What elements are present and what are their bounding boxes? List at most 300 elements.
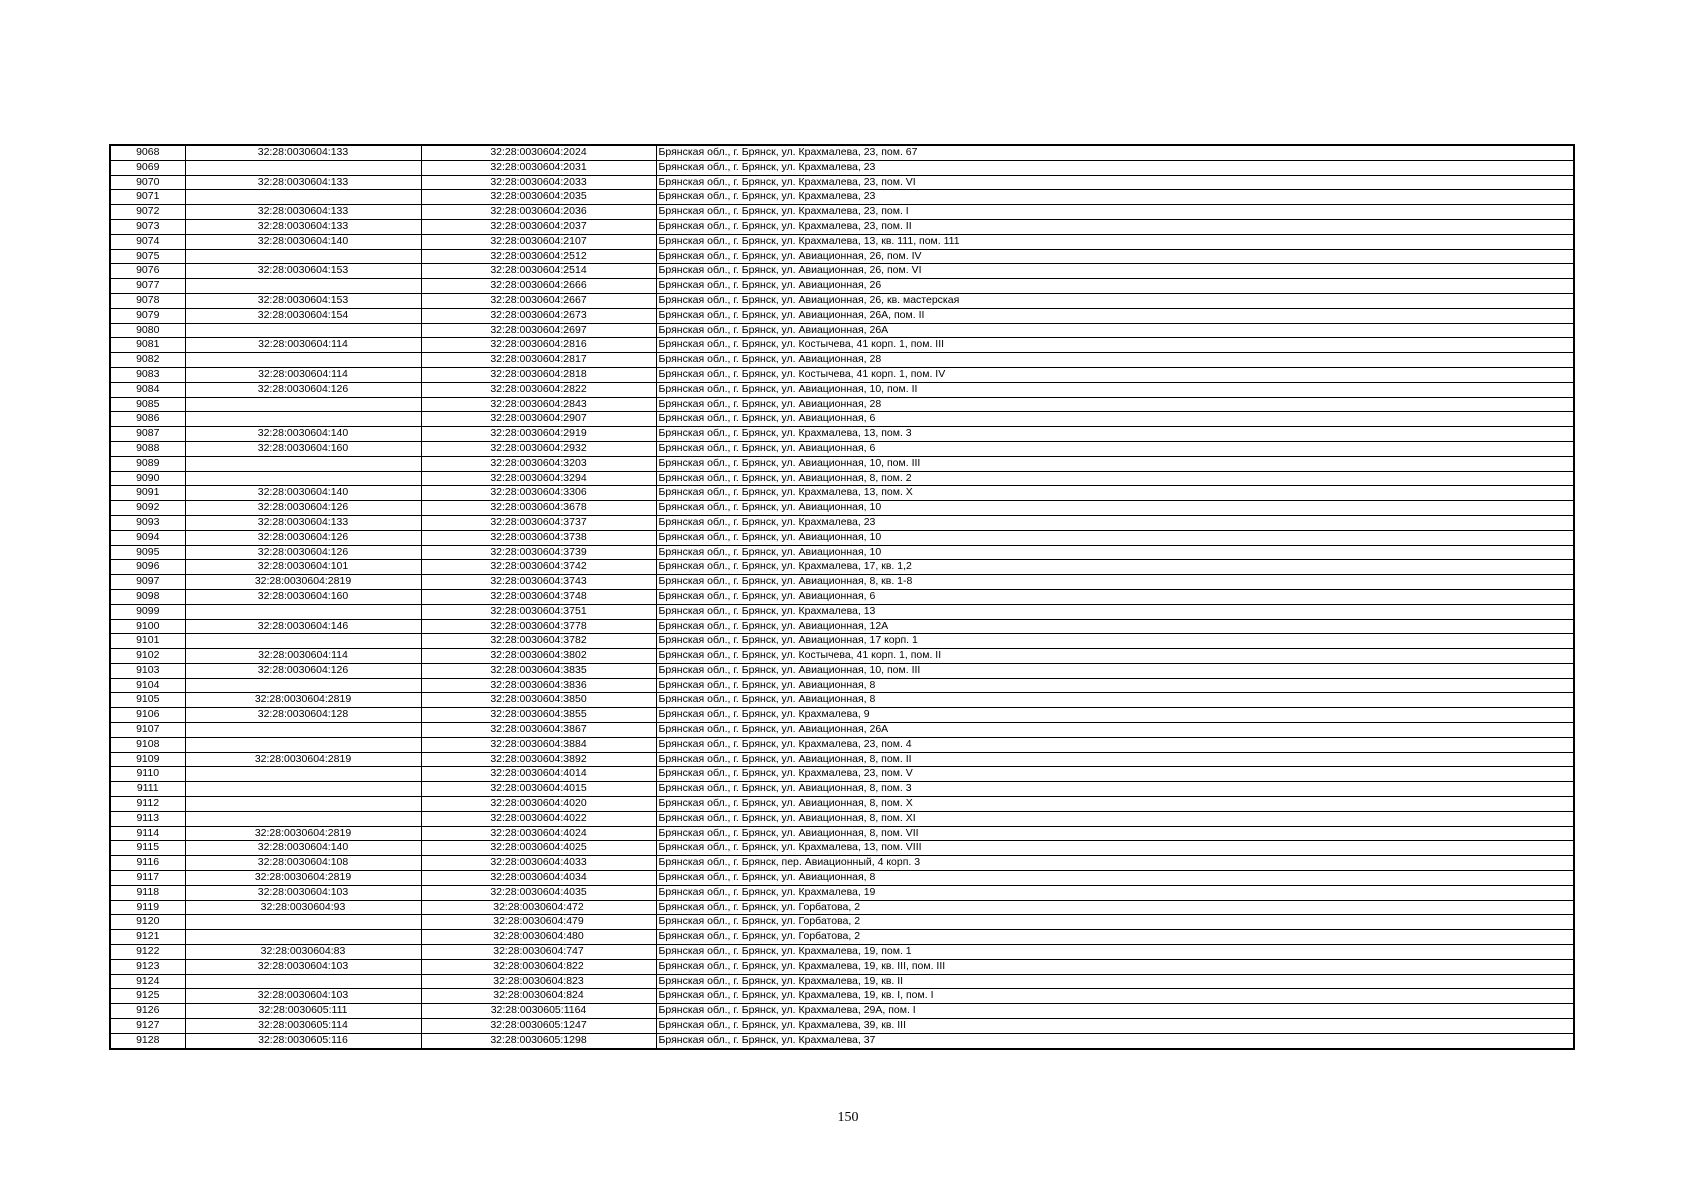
row-number-cell: 9128: [110, 1033, 185, 1048]
row-number-cell: 9127: [110, 1019, 185, 1034]
row-number-cell: 9117: [110, 871, 185, 886]
row-number-cell: 9072: [110, 205, 185, 220]
property-registry-table: [109, 144, 1575, 1050]
table-row: [110, 145, 1574, 160]
cadastral-number-cell: 32:28:0030604:4024: [421, 826, 656, 841]
parent-cadastral-number-cell: 32:28:0030604:2819: [185, 752, 421, 767]
row-number-cell: 9111: [110, 782, 185, 797]
parent-cadastral-number-cell: [185, 678, 421, 693]
table-row: [110, 412, 1574, 427]
parent-cadastral-number-cell: [185, 811, 421, 826]
address-cell: Брянская обл., г. Брянск, ул. Авиационная, 8: [656, 693, 1574, 708]
row-number-cell: 9125: [110, 989, 185, 1004]
address-cell: Брянская обл., г. Брянск, ул. Авиационная, 26, кв. мастерская: [656, 293, 1574, 308]
table-row: [110, 486, 1574, 501]
row-number-cell: 9076: [110, 264, 185, 279]
parent-cadastral-number-cell: [185, 930, 421, 945]
address-cell: Брянская обл., г. Брянск, ул. Крахмалева, 23, пом. I: [656, 205, 1574, 220]
parent-cadastral-number-cell: [185, 974, 421, 989]
row-number-cell: 9080: [110, 323, 185, 338]
table-row: [110, 678, 1574, 693]
parent-cadastral-number-cell: 32:28:0030605:111: [185, 1004, 421, 1019]
cadastral-number-cell: 32:28:0030604:479: [421, 915, 656, 930]
parent-cadastral-number-cell: 32:28:0030604:93: [185, 900, 421, 915]
cadastral-number-cell: 32:28:0030604:2107: [421, 234, 656, 249]
parent-cadastral-number-cell: 32:28:0030604:133: [185, 145, 421, 160]
parent-cadastral-number-cell: 32:28:0030604:126: [185, 530, 421, 545]
row-number-cell: 9086: [110, 412, 185, 427]
table-row: [110, 811, 1574, 826]
cadastral-number-cell: 32:28:0030604:3802: [421, 649, 656, 664]
table-row: [110, 293, 1574, 308]
cadastral-number-cell: 32:28:0030604:2512: [421, 249, 656, 264]
row-number-cell: 9126: [110, 1004, 185, 1019]
address-cell: Брянская обл., г. Брянск, ул. Авиационная, 17 корп. 1: [656, 634, 1574, 649]
table-row: [110, 885, 1574, 900]
address-cell: Брянская обл., г. Брянск, ул. Крахмалева, 29А, пом. I: [656, 1004, 1574, 1019]
cadastral-number-cell: 32:28:0030604:2932: [421, 441, 656, 456]
table-row: [110, 767, 1574, 782]
table-row: [110, 663, 1574, 678]
parent-cadastral-number-cell: [185, 797, 421, 812]
cadastral-number-cell: 32:28:0030604:824: [421, 989, 656, 1004]
address-cell: Брянская обл., г. Брянск, ул. Костычева, 41 корп. 1, пом. III: [656, 338, 1574, 353]
parent-cadastral-number-cell: 32:28:0030604:2819: [185, 826, 421, 841]
cadastral-number-cell: 32:28:0030604:3850: [421, 693, 656, 708]
parent-cadastral-number-cell: 32:28:0030604:133: [185, 205, 421, 220]
address-cell: Брянская обл., г. Брянск, ул. Авиационная, 8, пом. X: [656, 797, 1574, 812]
parent-cadastral-number-cell: [185, 279, 421, 294]
address-cell: Брянская обл., г. Брянск, ул. Крахмалева, 23, пом. VI: [656, 175, 1574, 190]
row-number-cell: 9099: [110, 604, 185, 619]
cadastral-number-cell: 32:28:0030604:2907: [421, 412, 656, 427]
table-row: [110, 723, 1574, 738]
row-number-cell: 9123: [110, 959, 185, 974]
parent-cadastral-number-cell: 32:28:0030604:114: [185, 649, 421, 664]
cadastral-number-cell: 32:28:0030604:472: [421, 900, 656, 915]
address-cell: Брянская обл., г. Брянск, ул. Авиационная, 26, пом. IV: [656, 249, 1574, 264]
cadastral-number-cell: 32:28:0030604:2818: [421, 367, 656, 382]
table-row: [110, 338, 1574, 353]
row-number-cell: 9120: [110, 915, 185, 930]
address-cell: Брянская обл., г. Брянск, пер. Авиационный, 4 корп. 3: [656, 856, 1574, 871]
row-number-cell: 9115: [110, 841, 185, 856]
address-cell: Брянская обл., г. Брянск, ул. Крахмалева, 23, пом. V: [656, 767, 1574, 782]
parent-cadastral-number-cell: 32:28:0030604:2819: [185, 871, 421, 886]
address-cell: Брянская обл., г. Брянск, ул. Авиационная, 8, пом. XI: [656, 811, 1574, 826]
parent-cadastral-number-cell: 32:28:0030604:126: [185, 545, 421, 560]
parent-cadastral-number-cell: [185, 249, 421, 264]
cadastral-number-cell: 32:28:0030604:3836: [421, 678, 656, 693]
parent-cadastral-number-cell: 32:28:0030604:103: [185, 885, 421, 900]
table-row: [110, 619, 1574, 634]
address-cell: Брянская обл., г. Брянск, ул. Крахмалева, 13: [656, 604, 1574, 619]
table-row: [110, 1033, 1574, 1048]
row-number-cell: 9110: [110, 767, 185, 782]
parent-cadastral-number-cell: 32:28:0030604:2819: [185, 575, 421, 590]
cadastral-number-cell: 32:28:0030604:3738: [421, 530, 656, 545]
address-cell: Брянская обл., г. Брянск, ул. Авиационная, 8, пом. 2: [656, 471, 1574, 486]
row-number-cell: 9068: [110, 145, 185, 160]
cadastral-number-cell: 32:28:0030604:3306: [421, 486, 656, 501]
cadastral-number-cell: 32:28:0030604:2031: [421, 160, 656, 175]
address-cell: Брянская обл., г. Брянск, ул. Авиационная, 10, пом. III: [656, 663, 1574, 678]
address-cell: Брянская обл., г. Брянск, ул. Крахмалева, 13, пом. VIII: [656, 841, 1574, 856]
row-number-cell: 9121: [110, 930, 185, 945]
address-cell: Брянская обл., г. Брянск, ул. Крахмалева, 17, кв. 1,2: [656, 560, 1574, 575]
parent-cadastral-number-cell: 32:28:0030604:140: [185, 234, 421, 249]
table-row: [110, 826, 1574, 841]
cadastral-number-cell: 32:28:0030604:3892: [421, 752, 656, 767]
cadastral-number-cell: 32:28:0030604:822: [421, 959, 656, 974]
table-row: [110, 649, 1574, 664]
table-row: [110, 1019, 1574, 1034]
cadastral-number-cell: 32:28:0030604:2673: [421, 308, 656, 323]
cadastral-number-cell: 32:28:0030604:2033: [421, 175, 656, 190]
address-cell: Брянская обл., г. Брянск, ул. Крахмалева, 9: [656, 708, 1574, 723]
table-row: [110, 856, 1574, 871]
row-number-cell: 9122: [110, 945, 185, 960]
table-row: [110, 604, 1574, 619]
table-row: [110, 560, 1574, 575]
table-row: [110, 900, 1574, 915]
row-number-cell: 9101: [110, 634, 185, 649]
cadastral-number-cell: 32:28:0030604:4033: [421, 856, 656, 871]
table-row: [110, 545, 1574, 560]
table-row: [110, 441, 1574, 456]
row-number-cell: 9119: [110, 900, 185, 915]
address-cell: Брянская обл., г. Брянск, ул. Авиационная, 26: [656, 279, 1574, 294]
row-number-cell: 9092: [110, 501, 185, 516]
row-number-cell: 9079: [110, 308, 185, 323]
address-cell: Брянская обл., г. Брянск, ул. Крахмалева, 23: [656, 515, 1574, 530]
cadastral-number-cell: 32:28:0030604:2035: [421, 190, 656, 205]
row-number-cell: 9095: [110, 545, 185, 560]
address-cell: Брянская обл., г. Брянск, ул. Авиационная, 8: [656, 871, 1574, 886]
cadastral-number-cell: 32:28:0030604:3743: [421, 575, 656, 590]
address-cell: Брянская обл., г. Брянск, ул. Авиационная, 8, пом. VII: [656, 826, 1574, 841]
table-row: [110, 782, 1574, 797]
parent-cadastral-number-cell: 32:28:0030604:133: [185, 219, 421, 234]
row-number-cell: 9073: [110, 219, 185, 234]
table-row: [110, 219, 1574, 234]
address-cell: Брянская обл., г. Брянск, ул. Крахмалева, 19: [656, 885, 1574, 900]
address-cell: Брянская обл., г. Брянск, ул. Авиационная, 26, пом. VI: [656, 264, 1574, 279]
table-row: [110, 797, 1574, 812]
parent-cadastral-number-cell: [185, 412, 421, 427]
parent-cadastral-number-cell: 32:28:0030604:146: [185, 619, 421, 634]
parent-cadastral-number-cell: [185, 915, 421, 930]
parent-cadastral-number-cell: 32:28:0030604:160: [185, 589, 421, 604]
row-number-cell: 9098: [110, 589, 185, 604]
cadastral-number-cell: 32:28:0030604:2024: [421, 145, 656, 160]
page-number: 150: [837, 1110, 859, 1125]
address-cell: Брянская обл., г. Брянск, ул. Горбатова, 2: [656, 915, 1574, 930]
row-number-cell: 9093: [110, 515, 185, 530]
address-cell: Брянская обл., г. Брянск, ул. Авиационная, 8: [656, 678, 1574, 693]
address-cell: Брянская обл., г. Брянск, ул. Авиационная, 12А: [656, 619, 1574, 634]
parent-cadastral-number-cell: 32:28:0030604:128: [185, 708, 421, 723]
cadastral-number-cell: 32:28:0030604:3855: [421, 708, 656, 723]
parent-cadastral-number-cell: [185, 471, 421, 486]
address-cell: Брянская обл., г. Брянск, ул. Крахмалева, 23: [656, 190, 1574, 205]
cadastral-number-cell: 32:28:0030604:3782: [421, 634, 656, 649]
address-cell: Брянская обл., г. Брянск, ул. Крахмалева, 13, кв. 111, пом. 111: [656, 234, 1574, 249]
cadastral-number-cell: 32:28:0030605:1247: [421, 1019, 656, 1034]
row-number-cell: 9094: [110, 530, 185, 545]
cadastral-number-cell: 32:28:0030604:4022: [421, 811, 656, 826]
parent-cadastral-number-cell: 32:28:0030604:126: [185, 382, 421, 397]
table-row: [110, 974, 1574, 989]
parent-cadastral-number-cell: 32:28:0030604:114: [185, 367, 421, 382]
row-number-cell: 9081: [110, 338, 185, 353]
row-number-cell: 9107: [110, 723, 185, 738]
parent-cadastral-number-cell: 32:28:0030604:126: [185, 501, 421, 516]
parent-cadastral-number-cell: 32:28:0030604:153: [185, 293, 421, 308]
cadastral-number-cell: 32:28:0030604:2037: [421, 219, 656, 234]
address-cell: Брянская обл., г. Брянск, ул. Крахмалева, 39, кв. III: [656, 1019, 1574, 1034]
cadastral-number-cell: 32:28:0030604:4015: [421, 782, 656, 797]
row-number-cell: 9116: [110, 856, 185, 871]
cadastral-number-cell: 32:28:0030605:1164: [421, 1004, 656, 1019]
parent-cadastral-number-cell: [185, 782, 421, 797]
row-number-cell: 9071: [110, 190, 185, 205]
cadastral-number-cell: 32:28:0030604:2816: [421, 338, 656, 353]
cadastral-number-cell: 32:28:0030604:2843: [421, 397, 656, 412]
cadastral-number-cell: 32:28:0030604:2817: [421, 353, 656, 368]
address-cell: Брянская обл., г. Брянск, ул. Авиационная, 28: [656, 397, 1574, 412]
row-number-cell: 9075: [110, 249, 185, 264]
address-cell: Брянская обл., г. Брянск, ул. Крахмалева, 19, кв. I, пом. I: [656, 989, 1574, 1004]
address-cell: Брянская обл., г. Брянск, ул. Крахмалева, 37: [656, 1033, 1574, 1048]
cadastral-number-cell: 32:28:0030604:3835: [421, 663, 656, 678]
address-cell: Брянская обл., г. Брянск, ул. Авиационная, 10: [656, 530, 1574, 545]
table-row: [110, 575, 1574, 590]
row-number-cell: 9096: [110, 560, 185, 575]
address-cell: Брянская обл., г. Брянск, ул. Авиационная, 10: [656, 501, 1574, 516]
row-number-cell: 9112: [110, 797, 185, 812]
parent-cadastral-number-cell: [185, 190, 421, 205]
table-row: [110, 427, 1574, 442]
cadastral-number-cell: 32:28:0030604:3751: [421, 604, 656, 619]
table-row: [110, 1004, 1574, 1019]
cadastral-number-cell: 32:28:0030604:2666: [421, 279, 656, 294]
table-row: [110, 308, 1574, 323]
address-cell: Брянская обл., г. Брянск, ул. Крахмалева, 23: [656, 160, 1574, 175]
address-cell: Брянская обл., г. Брянск, ул. Крахмалева, 23, пом. 4: [656, 737, 1574, 752]
parent-cadastral-number-cell: 32:28:0030604:126: [185, 663, 421, 678]
table-row: [110, 634, 1574, 649]
table-row: [110, 160, 1574, 175]
table-row: [110, 515, 1574, 530]
address-cell: Брянская обл., г. Брянск, ул. Горбатова, 2: [656, 930, 1574, 945]
address-cell: Брянская обл., г. Брянск, ул. Авиационная, 28: [656, 353, 1574, 368]
cadastral-number-cell: 32:28:0030604:2667: [421, 293, 656, 308]
row-number-cell: 9069: [110, 160, 185, 175]
address-cell: Брянская обл., г. Брянск, ул. Костычева, 41 корп. 1, пом. II: [656, 649, 1574, 664]
address-cell: Брянская обл., г. Брянск, ул. Авиационная, 8, кв. 1-8: [656, 575, 1574, 590]
parent-cadastral-number-cell: 32:28:0030604:108: [185, 856, 421, 871]
address-cell: Брянская обл., г. Брянск, ул. Авиационная, 26А: [656, 323, 1574, 338]
address-cell: Брянская обл., г. Брянск, ул. Крахмалева, 13, пом. 3: [656, 427, 1574, 442]
row-number-cell: 9083: [110, 367, 185, 382]
cadastral-number-cell: 32:28:0030604:4025: [421, 841, 656, 856]
row-number-cell: 9070: [110, 175, 185, 190]
address-cell: Брянская обл., г. Брянск, ул. Крахмалева, 23, пом. II: [656, 219, 1574, 234]
table-row: [110, 915, 1574, 930]
address-cell: Брянская обл., г. Брянск, ул. Авиационная, 10: [656, 545, 1574, 560]
parent-cadastral-number-cell: 32:28:0030604:101: [185, 560, 421, 575]
row-number-cell: 9113: [110, 811, 185, 826]
address-cell: Брянская обл., г. Брянск, ул. Авиационная, 6: [656, 412, 1574, 427]
cadastral-number-cell: 32:28:0030604:3294: [421, 471, 656, 486]
parent-cadastral-number-cell: 32:28:0030604:140: [185, 486, 421, 501]
address-cell: Брянская обл., г. Брянск, ул. Горбатова, 2: [656, 900, 1574, 915]
table-row: [110, 930, 1574, 945]
address-cell: Брянская обл., г. Брянск, ул. Крахмалева, 19, кв. II: [656, 974, 1574, 989]
table-row: [110, 397, 1574, 412]
row-number-cell: 9102: [110, 649, 185, 664]
address-cell: Брянская обл., г. Брянск, ул. Авиационная, 10, пом. II: [656, 382, 1574, 397]
row-number-cell: 9103: [110, 663, 185, 678]
address-cell: Брянская обл., г. Брянск, ул. Авиационная, 10, пом. III: [656, 456, 1574, 471]
parent-cadastral-number-cell: 32:28:0030604:114: [185, 338, 421, 353]
cadastral-number-cell: 32:28:0030604:3678: [421, 501, 656, 516]
row-number-cell: 9078: [110, 293, 185, 308]
table-row: [110, 589, 1574, 604]
row-number-cell: 9085: [110, 397, 185, 412]
row-number-cell: 9089: [110, 456, 185, 471]
row-number-cell: 9091: [110, 486, 185, 501]
parent-cadastral-number-cell: 32:28:0030604:2819: [185, 693, 421, 708]
cadastral-number-cell: 32:28:0030604:480: [421, 930, 656, 945]
row-number-cell: 9087: [110, 427, 185, 442]
parent-cadastral-number-cell: 32:28:0030604:103: [185, 959, 421, 974]
parent-cadastral-number-cell: 32:28:0030604:140: [185, 841, 421, 856]
parent-cadastral-number-cell: 32:28:0030604:160: [185, 441, 421, 456]
row-number-cell: 9114: [110, 826, 185, 841]
parent-cadastral-number-cell: [185, 456, 421, 471]
row-number-cell: 9108: [110, 737, 185, 752]
row-number-cell: 9106: [110, 708, 185, 723]
table-row: [110, 367, 1574, 382]
parent-cadastral-number-cell: [185, 604, 421, 619]
cadastral-number-cell: 32:28:0030604:2697: [421, 323, 656, 338]
parent-cadastral-number-cell: [185, 160, 421, 175]
parent-cadastral-number-cell: 32:28:0030604:103: [185, 989, 421, 1004]
table-row: [110, 841, 1574, 856]
parent-cadastral-number-cell: [185, 634, 421, 649]
row-number-cell: 9082: [110, 353, 185, 368]
table-row: [110, 234, 1574, 249]
parent-cadastral-number-cell: [185, 767, 421, 782]
parent-cadastral-number-cell: 32:28:0030605:116: [185, 1033, 421, 1048]
cadastral-number-cell: 32:28:0030604:747: [421, 945, 656, 960]
table-row: [110, 471, 1574, 486]
row-number-cell: 9104: [110, 678, 185, 693]
table-row: [110, 249, 1574, 264]
cadastral-number-cell: 32:28:0030604:3742: [421, 560, 656, 575]
address-cell: Брянская обл., г. Брянск, ул. Авиационная, 26А: [656, 723, 1574, 738]
row-number-cell: 9109: [110, 752, 185, 767]
address-cell: Брянская обл., г. Брянск, ул. Авиационная, 6: [656, 589, 1574, 604]
row-number-cell: 9090: [110, 471, 185, 486]
table-row: [110, 501, 1574, 516]
table-row: [110, 752, 1574, 767]
table-row: [110, 456, 1574, 471]
parent-cadastral-number-cell: 32:28:0030604:83: [185, 945, 421, 960]
table-row: [110, 871, 1574, 886]
address-cell: Брянская обл., г. Брянск, ул. Авиационная, 8, пом. 3: [656, 782, 1574, 797]
parent-cadastral-number-cell: [185, 323, 421, 338]
cadastral-number-cell: 32:28:0030604:3203: [421, 456, 656, 471]
parent-cadastral-number-cell: [185, 397, 421, 412]
cadastral-number-cell: 32:28:0030604:4035: [421, 885, 656, 900]
row-number-cell: 9097: [110, 575, 185, 590]
address-cell: Брянская обл., г. Брянск, ул. Крахмалева, 19, кв. III, пом. III: [656, 959, 1574, 974]
parent-cadastral-number-cell: 32:28:0030604:153: [185, 264, 421, 279]
cadastral-number-cell: 32:28:0030604:2514: [421, 264, 656, 279]
parent-cadastral-number-cell: [185, 353, 421, 368]
cadastral-number-cell: 32:28:0030604:823: [421, 974, 656, 989]
parent-cadastral-number-cell: 32:28:0030605:114: [185, 1019, 421, 1034]
row-number-cell: 9084: [110, 382, 185, 397]
address-cell: Брянская обл., г. Брянск, ул. Авиационная, 8, пом. II: [656, 752, 1574, 767]
table-row: [110, 382, 1574, 397]
table-row: [110, 530, 1574, 545]
parent-cadastral-number-cell: 32:28:0030604:154: [185, 308, 421, 323]
registry-body: [110, 145, 1574, 1049]
address-cell: Брянская обл., г. Брянск, ул. Авиационная, 6: [656, 441, 1574, 456]
address-cell: Брянская обл., г. Брянск, ул. Крахмалева, 19, пом. 1: [656, 945, 1574, 960]
row-number-cell: 9124: [110, 974, 185, 989]
parent-cadastral-number-cell: 32:28:0030604:133: [185, 515, 421, 530]
row-number-cell: 9074: [110, 234, 185, 249]
cadastral-number-cell: 32:28:0030604:4014: [421, 767, 656, 782]
parent-cadastral-number-cell: 32:28:0030604:140: [185, 427, 421, 442]
parent-cadastral-number-cell: [185, 737, 421, 752]
table-row: [110, 708, 1574, 723]
cadastral-number-cell: 32:28:0030604:3739: [421, 545, 656, 560]
cadastral-number-cell: 32:28:0030604:3884: [421, 737, 656, 752]
table-row: [110, 205, 1574, 220]
row-number-cell: 9100: [110, 619, 185, 634]
table-row: [110, 353, 1574, 368]
address-cell: Брянская обл., г. Брянск, ул. Крахмалева, 13, пом. X: [656, 486, 1574, 501]
table-row: [110, 959, 1574, 974]
table-row: [110, 945, 1574, 960]
parent-cadastral-number-cell: 32:28:0030604:133: [185, 175, 421, 190]
table-row: [110, 693, 1574, 708]
parent-cadastral-number-cell: [185, 723, 421, 738]
address-cell: Брянская обл., г. Брянск, ул. Крахмалева, 23, пом. 67: [656, 145, 1574, 160]
table-row: [110, 737, 1574, 752]
table-row: [110, 989, 1574, 1004]
cadastral-number-cell: 32:28:0030604:2036: [421, 205, 656, 220]
row-number-cell: 9118: [110, 885, 185, 900]
address-cell: Брянская обл., г. Брянск, ул. Авиационная, 26А, пом. II: [656, 308, 1574, 323]
cadastral-number-cell: 32:28:0030604:3748: [421, 589, 656, 604]
row-number-cell: 9077: [110, 279, 185, 294]
cadastral-number-cell: 32:28:0030604:3737: [421, 515, 656, 530]
table-row: [110, 175, 1574, 190]
table-row: [110, 279, 1574, 294]
address-cell: Брянская обл., г. Брянск, ул. Костычева, 41 корп. 1, пом. IV: [656, 367, 1574, 382]
cadastral-number-cell: 32:28:0030604:3867: [421, 723, 656, 738]
row-number-cell: 9088: [110, 441, 185, 456]
cadastral-number-cell: 32:28:0030604:2919: [421, 427, 656, 442]
cadastral-number-cell: 32:28:0030605:1298: [421, 1033, 656, 1048]
